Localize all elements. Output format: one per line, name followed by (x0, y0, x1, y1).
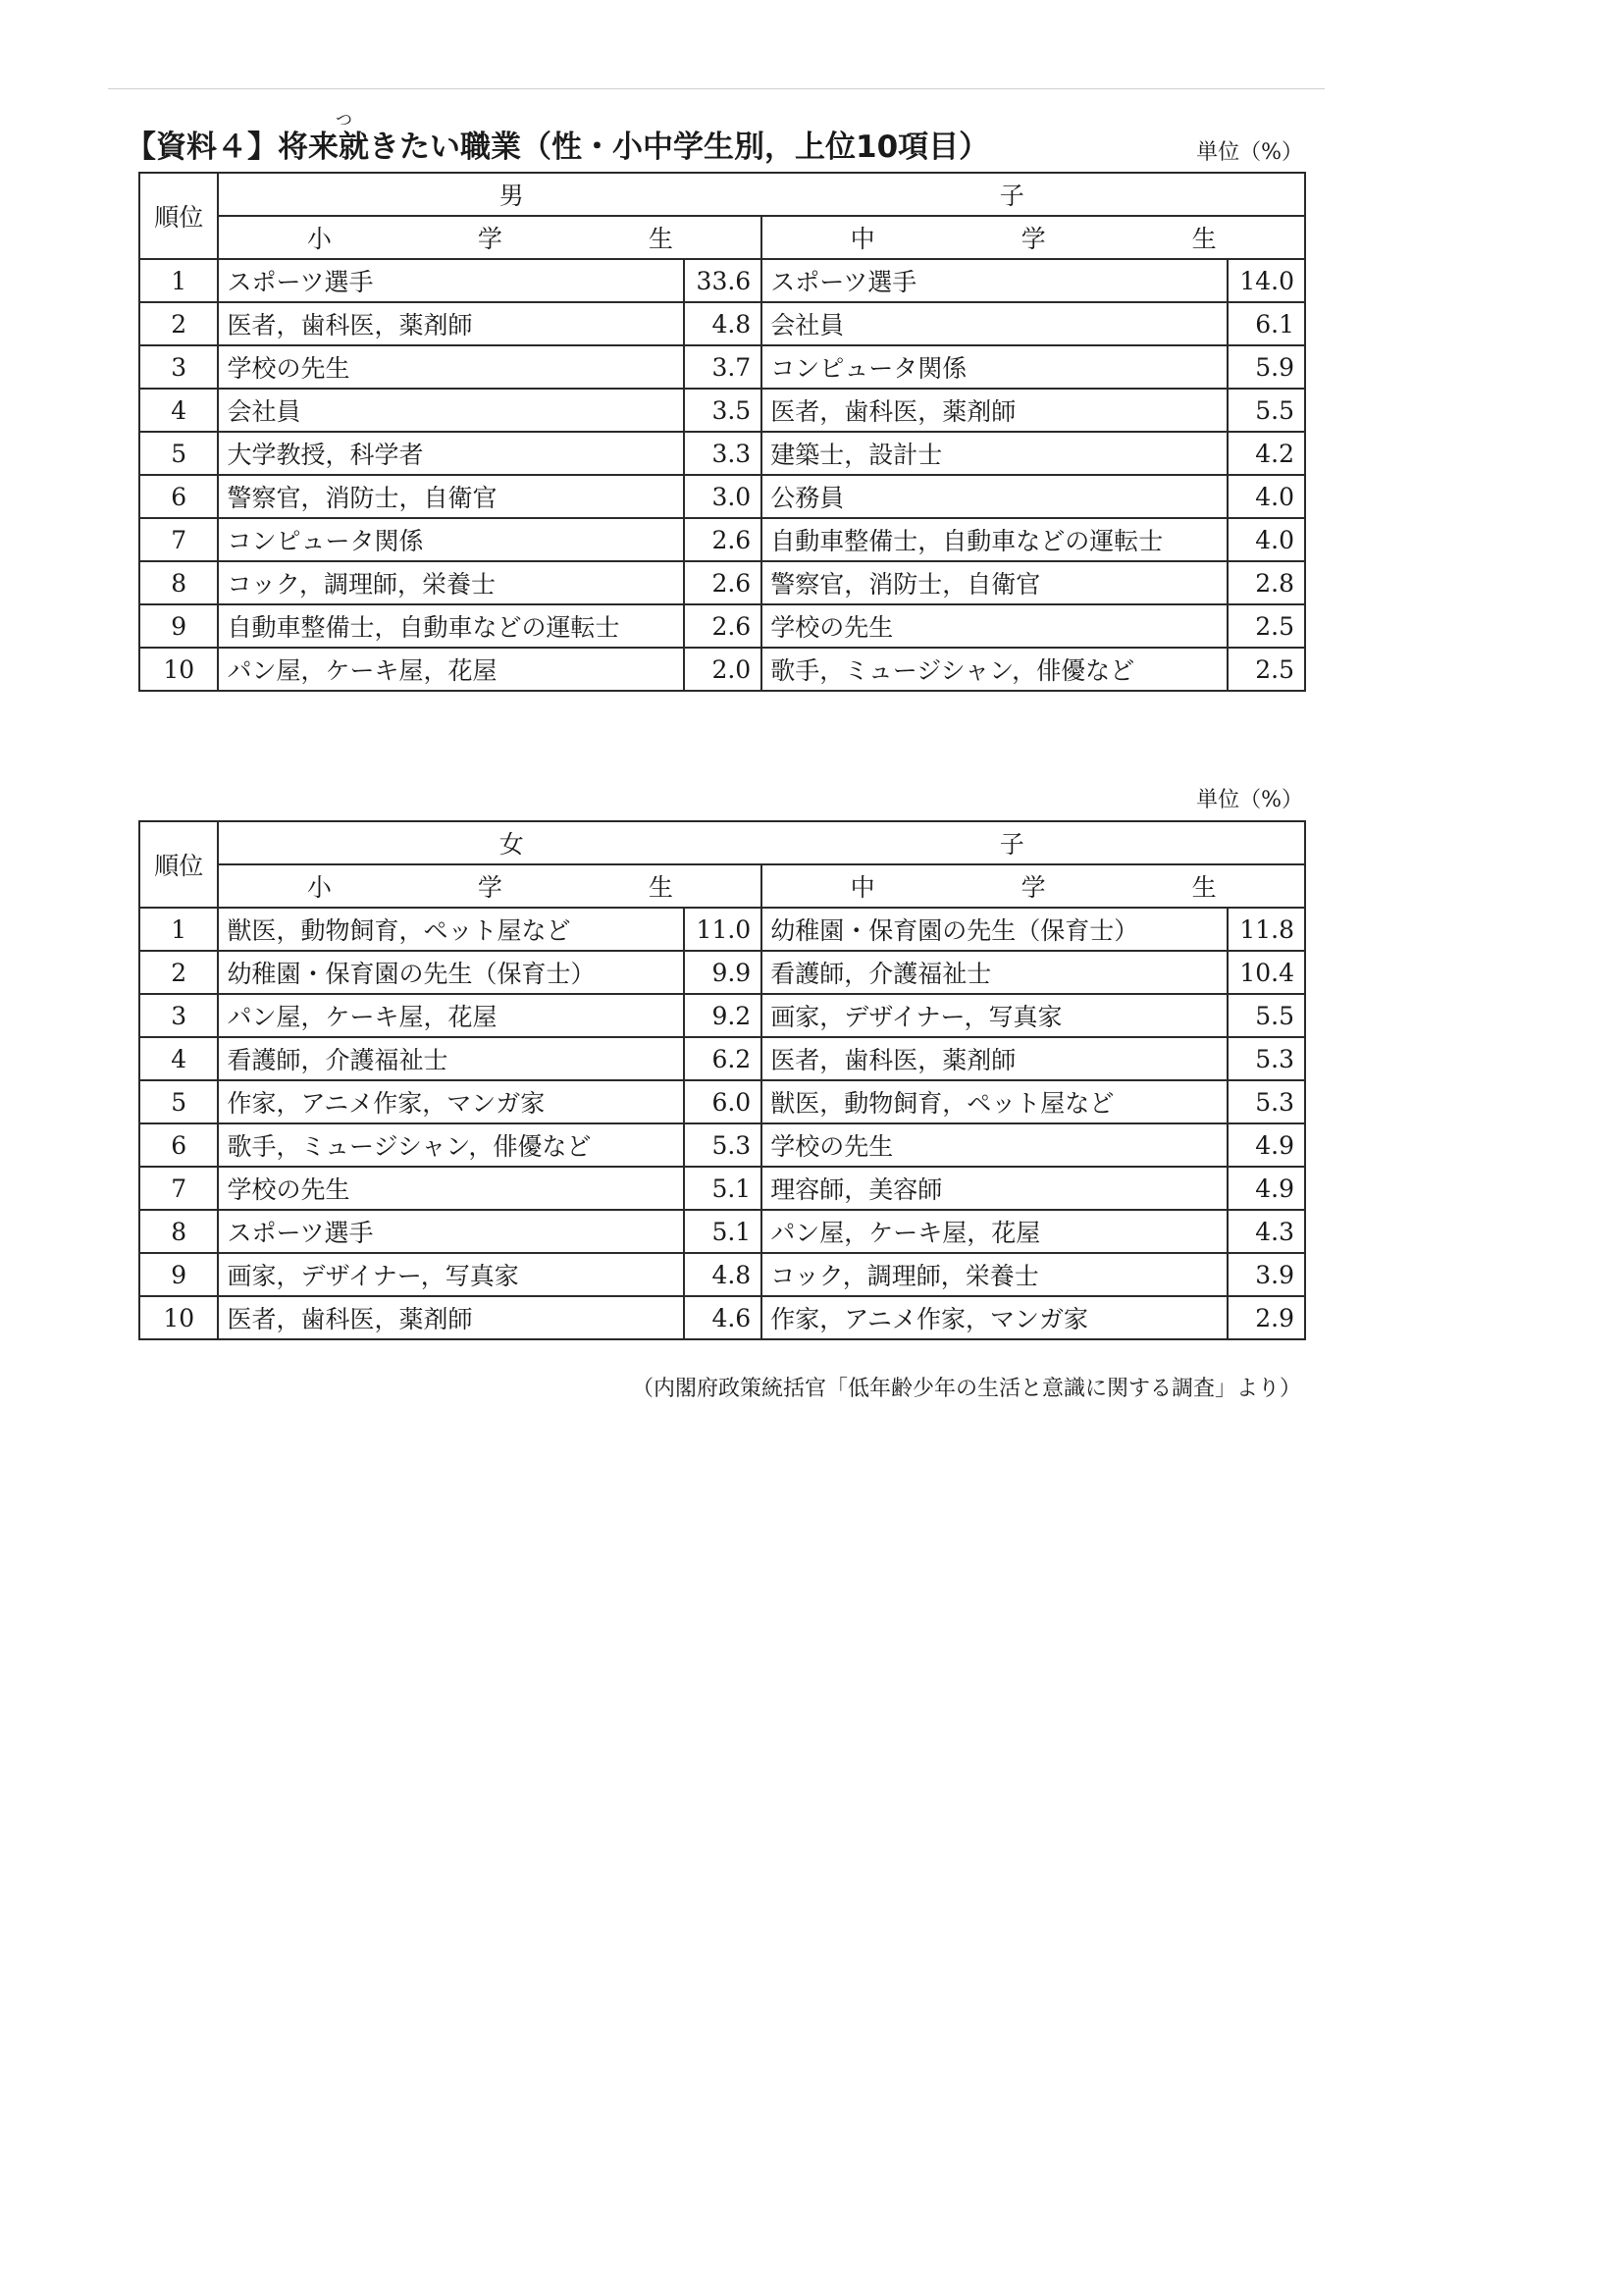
junior-percent-cell: 3.9 (1228, 1253, 1305, 1296)
table-row (139, 259, 1305, 302)
rank-cell: 1 (139, 908, 218, 951)
girls-table-body (139, 908, 1305, 1339)
junior-percent-cell: 11.8 (1228, 908, 1305, 951)
junior-percent-cell: 5.9 (1228, 345, 1305, 389)
rank-cell: 9 (139, 604, 218, 648)
rank-cell: 8 (139, 561, 218, 604)
rank-cell: 2 (139, 951, 218, 994)
table-row (139, 1167, 1305, 1210)
elementary-occupation-cell: パン屋，ケーキ屋，花屋 (218, 994, 683, 1037)
junior-occupation-cell: 医者，歯科医，薬剤師 (761, 389, 1227, 432)
table-row (139, 951, 1305, 994)
junior-percent-cell: 4.0 (1228, 518, 1305, 561)
table-row (139, 604, 1305, 648)
table-row (139, 908, 1305, 951)
rank-cell: 4 (139, 389, 218, 432)
junior-percent-cell: 10.4 (1228, 951, 1305, 994)
rank-cell: 4 (139, 1037, 218, 1080)
junior-percent-cell: 2.5 (1228, 648, 1305, 691)
table-row (139, 302, 1305, 345)
junior-occupation-cell: 獣医，動物飼育，ペット屋など (761, 1080, 1227, 1123)
rank-cell: 6 (139, 475, 218, 518)
elementary-occupation-cell: 会社員 (218, 389, 683, 432)
elementary-occupation-cell: 学校の先生 (218, 345, 683, 389)
elementary-percent-cell: 2.6 (684, 604, 761, 648)
table-row (139, 1037, 1305, 1080)
junior-occupation-cell: 学校の先生 (761, 1123, 1227, 1167)
elementary-occupation-cell: 画家，デザイナー，写真家 (218, 1253, 683, 1296)
elementary-occupation-cell: 自動車整備士，自動車などの運転士 (218, 604, 683, 648)
junior-occupation-cell: 学校の先生 (761, 604, 1227, 648)
elementary-occupation-cell: 医者，歯科医，薬剤師 (218, 302, 683, 345)
elementary-occupation-cell: 学校の先生 (218, 1167, 683, 1210)
rank-cell: 6 (139, 1123, 218, 1167)
gender-header-girls: 女 子 (218, 821, 1305, 864)
elementary-occupation-cell: コック，調理師，栄養士 (218, 561, 683, 604)
elementary-occupation-cell: 医者，歯科医，薬剤師 (218, 1296, 683, 1339)
junior-occupation-cell: 会社員 (761, 302, 1227, 345)
junior-percent-cell: 4.9 (1228, 1123, 1305, 1167)
elementary-occupation-cell: 歌手，ミュージシャン，俳優など (218, 1123, 683, 1167)
rank-cell: 3 (139, 994, 218, 1037)
junior-percent-cell: 5.3 (1228, 1037, 1305, 1080)
elementary-percent-cell: 5.1 (684, 1167, 761, 1210)
scan-top-rule (108, 88, 1325, 89)
elementary-percent-cell: 9.2 (684, 994, 761, 1037)
junior-occupation-cell: 作家，アニメ作家，マンガ家 (761, 1296, 1227, 1339)
boys-ranking-table (138, 172, 1306, 692)
elementary-header: 小 学 生 (218, 216, 761, 259)
table-row (139, 561, 1305, 604)
junior-occupation-cell: 公務員 (761, 475, 1227, 518)
girls-ranking-table (138, 820, 1306, 1340)
rank-header: 順位 (139, 173, 218, 259)
rank-cell: 9 (139, 1253, 218, 1296)
junior-occupation-cell: 医者，歯科医，薬剤師 (761, 1037, 1227, 1080)
junior-percent-cell: 14.0 (1228, 259, 1305, 302)
boys-table-body (139, 259, 1305, 691)
junior-occupation-cell: コック，調理師，栄養士 (761, 1253, 1227, 1296)
junior-percent-cell: 2.5 (1228, 604, 1305, 648)
rank-cell: 5 (139, 432, 218, 475)
junior-occupation-cell: 幼稚園・保育園の先生（保育士） (761, 908, 1227, 951)
elementary-percent-cell: 3.3 (684, 432, 761, 475)
elementary-percent-cell: 6.0 (684, 1080, 761, 1123)
junior-percent-cell: 6.1 (1228, 302, 1305, 345)
elementary-percent-cell: 9.9 (684, 951, 761, 994)
table-row (139, 475, 1305, 518)
junior-occupation-cell: 建築士，設計士 (761, 432, 1227, 475)
table-row (139, 994, 1305, 1037)
rank-cell: 10 (139, 648, 218, 691)
gender-header-boys: 男 子 (218, 173, 1305, 216)
junior-occupation-cell: スポーツ選手 (761, 259, 1227, 302)
elementary-occupation-cell: 作家，アニメ作家，マンガ家 (218, 1080, 683, 1123)
elementary-percent-cell: 2.0 (684, 648, 761, 691)
rank-header: 順位 (139, 821, 218, 908)
elementary-percent-cell: 5.1 (684, 1210, 761, 1253)
elementary-percent-cell: 5.3 (684, 1123, 761, 1167)
table-row (139, 518, 1305, 561)
junior-percent-cell: 2.9 (1228, 1296, 1305, 1339)
junior-occupation-cell: 看護師，介護福祉士 (761, 951, 1227, 994)
elementary-percent-cell: 3.5 (684, 389, 761, 432)
elementary-percent-cell: 4.8 (684, 1253, 761, 1296)
table-row (139, 389, 1305, 432)
rank-cell: 3 (139, 345, 218, 389)
elementary-occupation-cell: 獣医，動物飼育，ペット屋など (218, 908, 683, 951)
table-row (139, 1296, 1305, 1339)
table-row (139, 1123, 1305, 1167)
junior-percent-cell: 4.0 (1228, 475, 1305, 518)
elementary-percent-cell: 2.6 (684, 561, 761, 604)
junior-occupation-cell: パン屋，ケーキ屋，花屋 (761, 1210, 1227, 1253)
table-row (139, 345, 1305, 389)
rank-cell: 7 (139, 518, 218, 561)
elementary-occupation-cell: 警察官，消防士，自衛官 (218, 475, 683, 518)
table-row (139, 1253, 1305, 1296)
junior-percent-cell: 2.8 (1228, 561, 1305, 604)
elementary-percent-cell: 4.8 (684, 302, 761, 345)
elementary-percent-cell: 33.6 (684, 259, 761, 302)
junior-occupation-cell: 画家，デザイナー，写真家 (761, 994, 1227, 1037)
rank-cell: 1 (139, 259, 218, 302)
title-ruby: つ (336, 111, 352, 130)
elementary-occupation-cell: 幼稚園・保育園の先生（保育士） (218, 951, 683, 994)
elementary-occupation-cell: 大学教授，科学者 (218, 432, 683, 475)
junior-occupation-cell: コンピュータ関係 (761, 345, 1227, 389)
junior-percent-cell: 4.9 (1228, 1167, 1305, 1210)
junior-percent-cell: 5.5 (1228, 994, 1305, 1037)
junior-occupation-cell: 自動車整備士，自動車などの運転士 (761, 518, 1227, 561)
elementary-occupation-cell: パン屋，ケーキ屋，花屋 (218, 648, 683, 691)
rank-cell: 10 (139, 1296, 218, 1339)
junior-occupation-cell: 歌手，ミュージシャン，俳優など (761, 648, 1227, 691)
table-row (139, 432, 1305, 475)
rank-cell: 7 (139, 1167, 218, 1210)
unit-label-girls: 単位（%） (1196, 788, 1303, 812)
elementary-percent-cell: 11.0 (684, 908, 761, 951)
elementary-occupation-cell: スポーツ選手 (218, 259, 683, 302)
rank-cell: 2 (139, 302, 218, 345)
elementary-header: 小 学 生 (218, 864, 761, 908)
junior-percent-cell: 4.2 (1228, 432, 1305, 475)
elementary-percent-cell: 3.7 (684, 345, 761, 389)
elementary-percent-cell: 6.2 (684, 1037, 761, 1080)
elementary-percent-cell: 2.6 (684, 518, 761, 561)
table-row (139, 1080, 1305, 1123)
rank-cell: 8 (139, 1210, 218, 1253)
table-row (139, 1210, 1305, 1253)
elementary-percent-cell: 3.0 (684, 475, 761, 518)
elementary-occupation-cell: 看護師，介護福祉士 (218, 1037, 683, 1080)
junior-percent-cell: 5.3 (1228, 1080, 1305, 1123)
table-row (139, 648, 1305, 691)
junior-occupation-cell: 理容師，美容師 (761, 1167, 1227, 1210)
rank-cell: 5 (139, 1080, 218, 1123)
source-note: （内閣府政策統括官「低年齢少年の生活と意識に関する調査」より） (631, 1377, 1301, 1401)
junior-high-header: 中 学 生 (761, 216, 1305, 259)
junior-percent-cell: 5.5 (1228, 389, 1305, 432)
junior-occupation-cell: 警察官，消防士，自衛官 (761, 561, 1227, 604)
elementary-occupation-cell: コンピュータ関係 (218, 518, 683, 561)
unit-label-boys: 単位（%） (1196, 140, 1303, 165)
document-title: 【資料４】将来就きたい職業（性・小中学生別，上位10項目） (126, 130, 990, 165)
junior-percent-cell: 4.3 (1228, 1210, 1305, 1253)
elementary-occupation-cell: スポーツ選手 (218, 1210, 683, 1253)
junior-high-header: 中 学 生 (761, 864, 1305, 908)
elementary-percent-cell: 4.6 (684, 1296, 761, 1339)
